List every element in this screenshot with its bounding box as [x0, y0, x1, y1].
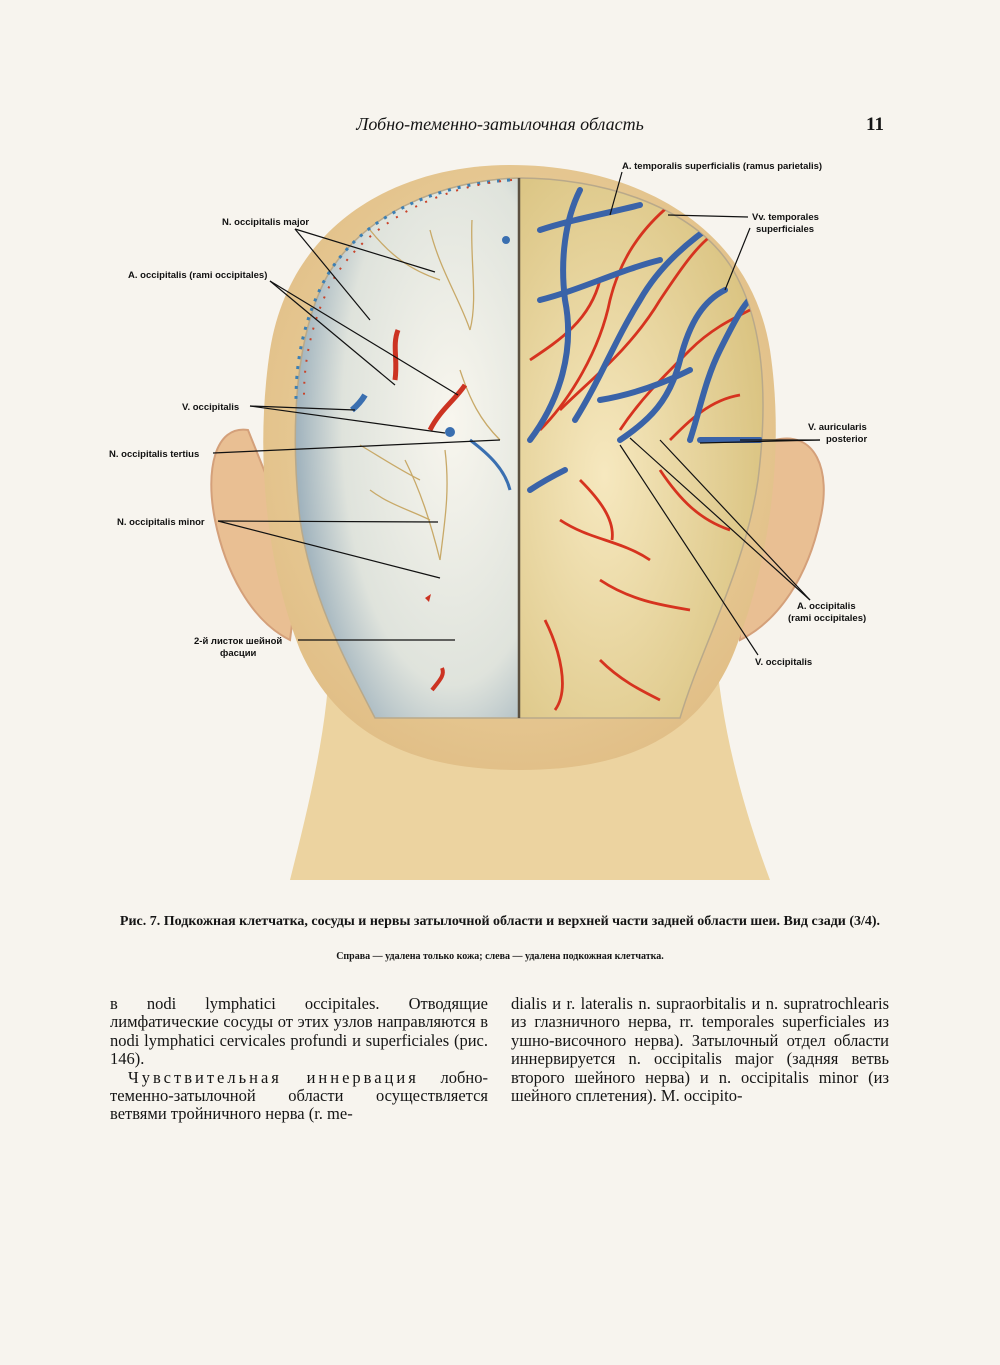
label-n-occipitalis-major: N. occipitalis major: [222, 217, 310, 228]
page-number: 11: [866, 114, 884, 135]
figure-caption: Рис. 7. Подкожная клетчатка, сосуды и нервы затылочной области и верхней части задней области шеи. Вид сзади (3/4).: [119, 914, 881, 929]
spaced-term: Чувствительная иннервация: [128, 1067, 419, 1087]
paragraph-text: лобно-теменно-затылочной области осуществляется ветвями тройничного нерва (r. me-: [110, 1067, 488, 1124]
label-a-temporalis: A. temporalis superficialis (ramus parietalis): [622, 161, 823, 172]
text-column-left: [110, 995, 488, 1124]
paragraph: в nodi lymphatici occipitales. Отводящие лимфатические сосуды от этих узлов направляются в nodi lymphatici cervicales profundi и superficiales (рис. 146).: [110, 994, 488, 1069]
label-n-occipitalis-tertius: N. occipitalis tertius: [109, 449, 200, 460]
label-v-auricularis-1: V. auricularis: [808, 422, 867, 433]
label-v-occipitalis-right: V. occipitalis: [755, 657, 813, 668]
label-v-auricularis-2: posterior: [826, 434, 868, 445]
label-vv-temporales-2: superficiales: [756, 224, 815, 235]
text-column-right: [511, 995, 889, 1105]
label-fascia-1: 2-й листок шейной: [194, 636, 283, 647]
figure-subcaption: Справа — удалена только кожа; слева — удалена подкожная клетчатка.: [336, 951, 664, 962]
label-vv-temporales-1: Vv. temporales: [752, 212, 819, 223]
running-title: Лобно-теменно-затылочная область: [356, 114, 644, 134]
label-fascia-2: фасции: [220, 648, 257, 659]
label-n-occipitalis-minor: N. occipitalis minor: [117, 517, 205, 528]
label-v-occipitalis-left: V. occipitalis: [182, 402, 240, 413]
paragraph: dialis и r. lateralis n. supraorbitalis и n. supratrochlearis из глазничного нерва, rr. temporales superficiales из ушно-височного нерва). Затылочный отдел области иннервируется n. occipitalis major (задняя ветвь второго шейного нерва) и n. occipitalis minor (из шейного сплетения). M. occipito-: [511, 994, 889, 1106]
label-a-occipitalis-right-1: A. occipitalis: [797, 601, 856, 612]
paragraph: [110, 1069, 488, 1124]
label-a-occipitalis-left: A. occipitalis (rami occipitales): [128, 270, 268, 281]
label-a-occipitalis-right-2: (rami occipitales): [788, 613, 867, 624]
